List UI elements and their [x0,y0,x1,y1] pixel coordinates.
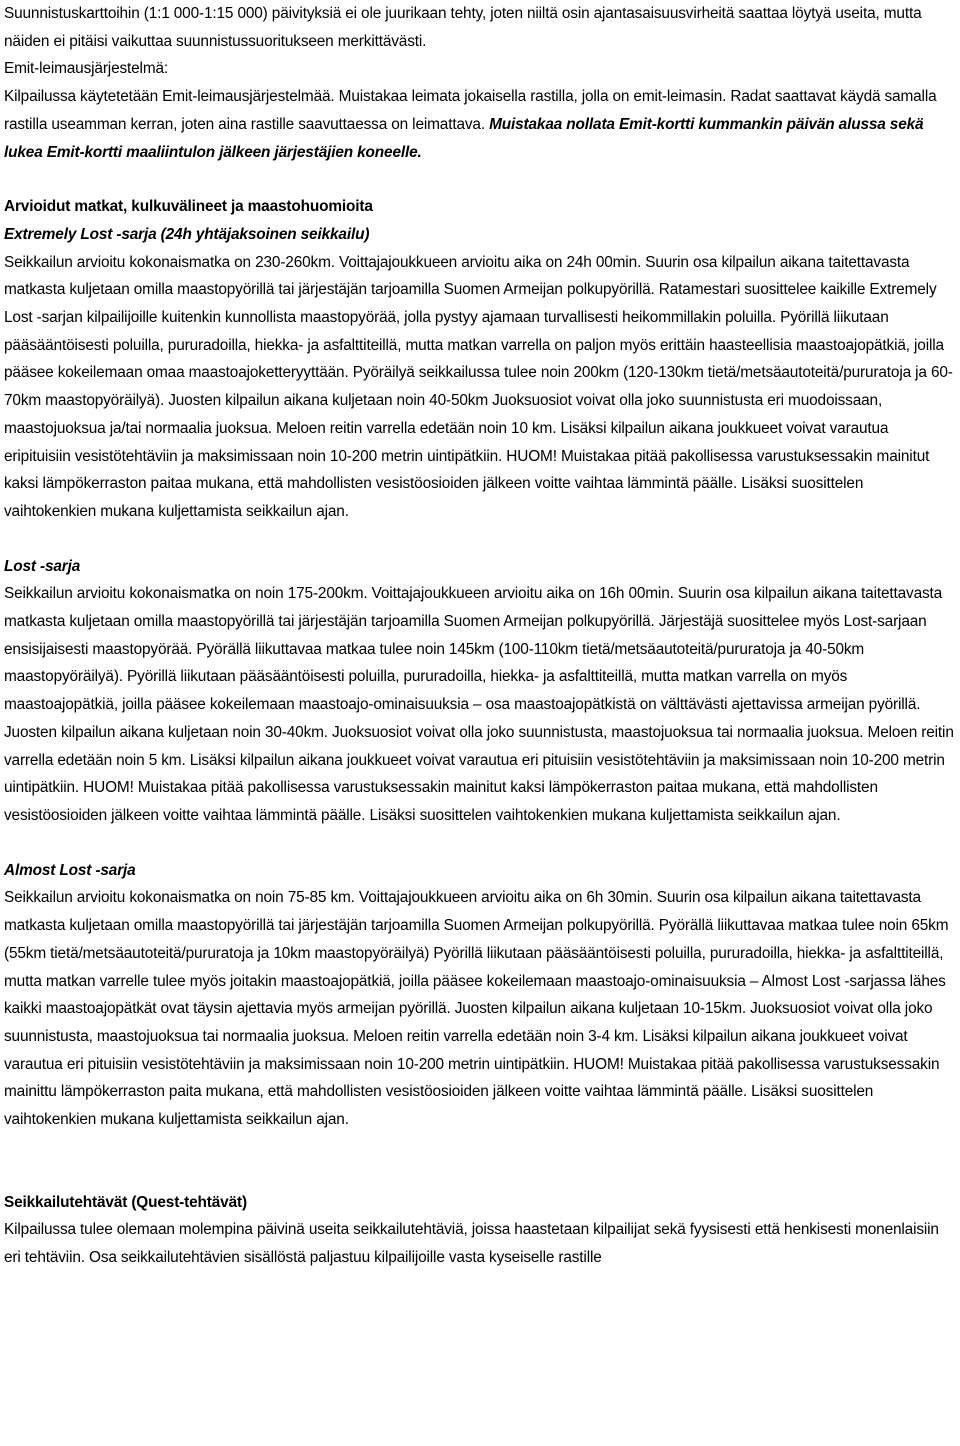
quests-text: Kilpailussa tulee olemaan molempina päivinä useita seikkailutehtäviä, joissa haastetaan kilpailijat sekä fyysisesti että henkisesti monenlaisiin eri tehtäviin. Osa seikkailutehtävien sisällöstä paljastuu kilpailijoille vasta kyseiselle rastille [4,1221,939,1267]
almost-lost-text: Seikkailun arvioitu kokonaismatka on noin 75-85 km. Voittajajoukkueen arvioitu aika on 6h 30min. Suurin osa kilpailun aikana taitettavasta matkasta kuljetaan omilla maastopyörillä tai järjestäjän tarjoamilla Suomen Armeijan polkupyörillä. Pyörällä liikuttavaa matkaa tulee noin 65km (55km tietä/metsäautoteitä/pururatoja ja 10km maastopyöräilyä) Pyörillä liikutaan pääsääntöisesti poluilla, pururadoilla, hiekka- ja asfalttiteillä, mutta matkan varrelle tulee myös joitakin maastoajopätkiä, joilla pääsee kokeilemaan maastoajo-ominaisuuksia – Almost Lost -sarjassa lähes kaikki maastoajopätkät ovat täysin ajettavia myös armeijan pyörillä. Juosten kilpailun aikana kuljetaan 10-15km. Juoksuosiot voivat olla joko suunnistusta, maastojuoksua tai normaalia juoksua. Meloen reitin varrella edetään noin 3-4 km. Lisäksi kilpailun aikana joukkueet voivat varautua eri pituisiin vesistötehtäviin ja maksimissaan noin 10-200 metrin uintipätkiin. HUOM! Muistakaa pitää pakollisessa varustuksessakin mainittu lämpökerraston paita mukana, että mahdollisten vesistöosioiden jälkeen voitte vaihtaa lämmintä päälle. Lisäksi suosittelen vaihtokenkien mukana kuljettamista seikkailun ajan. [4,889,949,1129]
almost-lost-title: Almost Lost -sarja [4,861,136,879]
intro-paragraph: Suunnistuskarttoihin (1:1 000-1:15 000) päivityksiä ei ole juurikaan tehty, joten niiltä osin ajantasaisuusvirheitä saattaa löytyä useita, mutta näiden ei pitäisi vaikuttaa suunnistussuoritukseen merkittävästi. [4,5,922,50]
emit-heading: Emit-leimausjärjestelmä: [4,60,169,78]
quests-heading: Seikkailutehtävät (Quest-tehtävät) [4,1193,247,1211]
lost-text: Seikkailun arvioitu kokonaismatka on noin 175-200km. Voittajajoukkueen arvioitu aika on 16h 00min. Suurin osa kilpailun aikana taitettavasta matkasta kuljetaan omilla maastopyörillä tai järjestäjän tarjoamilla Suomen Armeijan polkupyörillä. Järjestäjä suosittelee myös Lost-sarjaan ensisijaisesti maastopyörää. Pyörällä liikuttavaa matkaa tulee noin 145km (100-110km tietä/metsäautoteitä/pururatoja ja 40-50km maastopyöräilyä). Pyörillä liikutaan pääsääntöisesti poluilla, pururadoilla, hiekka- ja asfalttiteillä, mutta matkan varrella on myös maastoajopätkiä, joilla pääsee kokeilemaan maastoajo-ominaisuuksia – osa maastoajopätkistä on välttävästi ajettavissa armeijan pyörillä. Juosten kilpailun aikana kuljetaan noin 30-40km. Juoksuosiot voivat olla joko suunnistusta, maastojuoksua tai normaalia juoksua. Meloen reitin varrella edetään noin 5 km. Lisäksi kilpailun aikana joukkueet voivat varautua eri pituisiin vesistötehtäviin ja maksimissaan noin 10-200 metrin uintipätkiin. HUOM! Muistakaa pitää pakollisessa varustuksessakin mainitut kaksi lämpökerraston paitaa mukana, että mahdollisten vesistöosioiden jälkeen voitte vaihtaa lämmintä päälle. Lisäksi suosittelen vaihtokenkien mukana kuljettamista seikkailun ajan. [4,585,954,824]
emit-text: Kilpailussa käytetetään Emit-leimausjärjestelmää. Muistakaa leimata jokaisella rastilla, jolla on emit-leimasin. Radat saattavat käydä samalla rastilla useamman kerran, joten aina rastille saavuttaessa on leimattava. [4,88,937,133]
extremely-lost-text: Seikkailun arvioitu kokonaismatka on 230-260km. Voittajajoukkueen arvioitu aika on 24h 00min. Suurin osa kilpailun aikana taitettavasta matkasta kuljetaan omilla maastopyörillä tai järjestäjän tarjoamilla Suomen Armeijan polkupyörillä. Ratamestari suosittelee kaikille Extremely Lost -sarjan kilpailijoille kuitenkin kunnollista maastopyörää, jolla pystyy ajamaan turvallisesti heikommillakin poluilla. Pyörillä liikutaan pääsääntöisesti poluilla, pururadoilla, hiekka- ja asfalttiteillä, mutta matkan varrella on paljon myös erittäin haasteellisia maastoajopätkiä, joilla pääsee kokeilemaan omaa maastoajoketteryyttään. Pyöräilyä seikkailussa tulee noin 200km (120-130km tietä/metsäautoteitä/pururatoja ja 60-70km maastopyöräilyä). Juosten kilpailun aikana kuljetaan noin 40-50km Juoksuosiot voivat olla joko suunnistusta eri muodoissaan, maastojuoksua ja/tai normaalia juoksua. Meloen reitin varrella edetään noin 10 km. Lisäksi kilpailun aikana joukkueet voivat varautua eripituisiin vesistötehtäviin ja maksimissaan noin 10-200 metrin uintipätkiin. HUOM! Muistakaa pitää pakollisessa varustuksessakin mainitut kaksi lämpökerraston paitaa mukana, että mahdollisten vesistöosioiden jälkeen voitte vaihtaa lämmintä päälle. Lisäksi suosittelen vaihtokenkien mukana kuljettamista seikkailun ajan. [4,253,953,520]
emit-paragraph [4,83,956,166]
emit-reset-notice: Muistakaa nollata Emit-kortti kummankin päivän alussa sekä lukea Emit-kortti maaliintulon jälkeen järjestäjien koneelle. [4,115,924,161]
estimates-heading: Arvioidut matkat, kulkuvälineet ja maastohuomioita [4,198,373,216]
extremely-lost-title: Extremely Lost -sarja (24h yhtäjaksoinen seikkailu) [4,225,370,243]
lost-title: Lost -sarja [4,557,81,575]
